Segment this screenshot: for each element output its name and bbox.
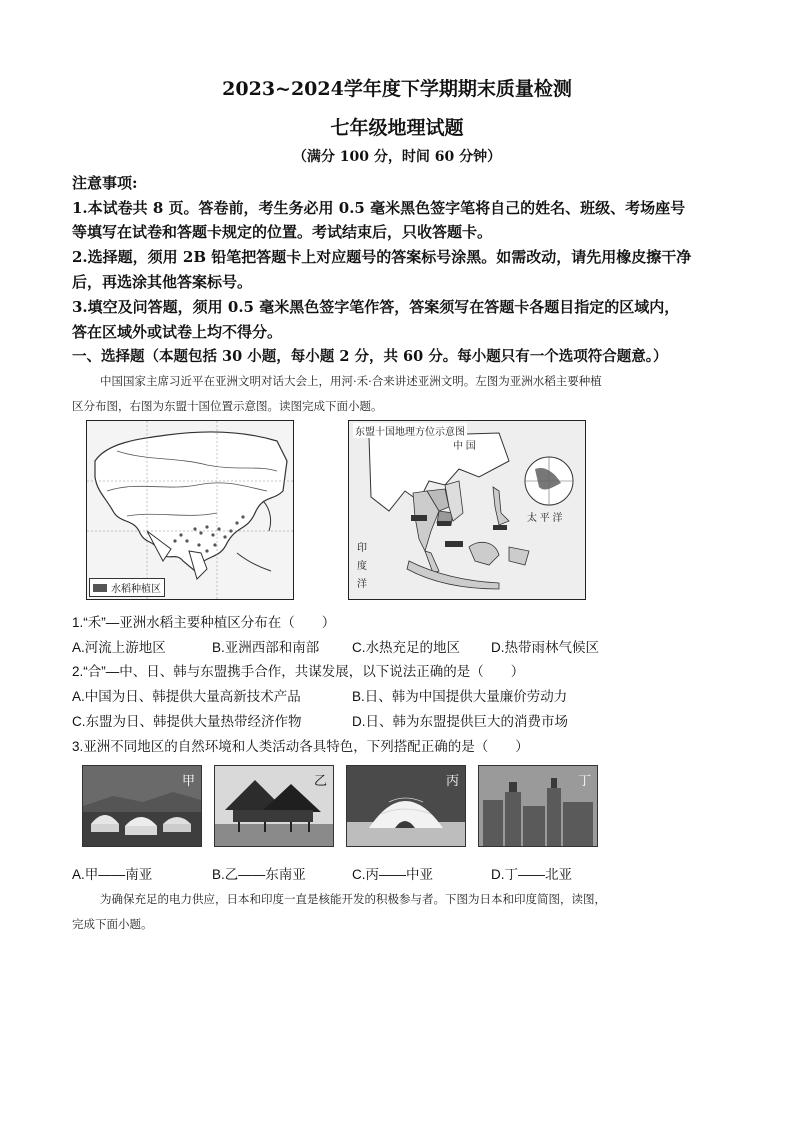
question-option[interactable]: D.丁——北亚 bbox=[491, 867, 572, 882]
label-indian-ocean: 度 bbox=[357, 561, 367, 572]
question-option[interactable]: B.日、韩为中国提供大量廉价劳动力 bbox=[352, 689, 568, 704]
photo-label: 乙 bbox=[313, 774, 327, 789]
exam-title: 2023~2024学年度下学期期末质量检测 bbox=[222, 78, 572, 100]
notice-line: 1.本试卷共 8 页。答卷前，考生务必用 0.5 毫米黑色签字笔将自己的姓名、班级、考场座号 bbox=[72, 199, 686, 217]
photo-ding bbox=[478, 765, 598, 847]
photo-label: 丁 bbox=[577, 774, 591, 789]
question-option[interactable]: B.亚洲西部和南部 bbox=[212, 640, 320, 655]
photo-yi bbox=[214, 765, 334, 847]
notice-line: 答在区域外或试卷上均不得分。 bbox=[72, 323, 283, 341]
photo-label: 丙 bbox=[445, 774, 459, 789]
question-option[interactable]: C.丙——中亚 bbox=[352, 867, 433, 882]
label-indian-ocean: 洋 bbox=[357, 579, 367, 590]
map-legend bbox=[89, 578, 165, 597]
question-option[interactable]: D.热带雨林气候区 bbox=[491, 640, 599, 655]
label-indian-ocean: 印 bbox=[357, 543, 367, 554]
exam-subtitle: 七年级地理试题 bbox=[330, 117, 464, 139]
notice-line: 3.填空及问答题，须用 0.5 毫米黑色签字笔作答，答案须写在答题卡各题目指定的区域内， bbox=[72, 298, 680, 316]
photo-label: 甲 bbox=[181, 774, 195, 789]
label-pacific: 太 平 洋 bbox=[527, 513, 563, 524]
intro-text: 区分布图，右图为东盟十国位置示意图。读图完成下面小题。 bbox=[72, 399, 383, 413]
passage-text: 为确保充足的电力供应，日本和印度一直是核能开发的积极参与者。下图为日本和印度简图，读图， bbox=[100, 892, 606, 906]
asia-rice-map bbox=[86, 420, 294, 600]
asean-map bbox=[348, 420, 586, 600]
map-title: 东盟十国地理方位示意图 bbox=[353, 423, 467, 438]
question-option[interactable]: B.乙——东南亚 bbox=[212, 867, 306, 882]
notice-heading: 注意事项: bbox=[72, 174, 138, 192]
question-stem: 2.“合”—中、日、韩与东盟携手合作，共谋发展，以下说法正确的是（ ） bbox=[72, 664, 525, 679]
legend-label: 水稻种植区 bbox=[111, 584, 161, 595]
question-option[interactable]: C.东盟为日、韩提供大量热带经济作物 bbox=[72, 714, 302, 729]
question-stem: 1.“禾”—亚洲水稻主要种植区分布在（ ） bbox=[72, 615, 336, 630]
score-time-note: （满分 100 分，时间 60 分钟） bbox=[292, 149, 502, 165]
question-option[interactable]: D.日、韩为东盟提供巨大的消费市场 bbox=[352, 714, 568, 729]
notice-line: 后，再选涂其他答案标号。 bbox=[72, 273, 253, 291]
photo-jia bbox=[82, 765, 202, 847]
notice-line: 等填写在试卷和答题卡规定的位置。考试结束后，只收答题卡。 bbox=[72, 223, 493, 241]
question-option[interactable]: C.水热充足的地区 bbox=[352, 640, 460, 655]
label-china: 中 国 bbox=[453, 441, 476, 452]
intro-text: 中国国家主席习近平在亚洲文明对话大会上，用河·禾·合来讲述亚洲文明。左图为亚洲水稻主要种植 bbox=[100, 374, 602, 388]
section-heading: 一、选择题（本题包括 30 小题，每小题 2 分，共 60 分。每小题只有一个选项符合题意。） bbox=[72, 348, 668, 365]
asia-rice-map-graphic bbox=[87, 421, 293, 599]
question-option[interactable]: A.中国为日、韩提供大量高新技术产品 bbox=[72, 689, 301, 704]
rice-area-swatch bbox=[93, 584, 107, 592]
photo-bing bbox=[346, 765, 466, 847]
passage-text: 完成下面小题。 bbox=[72, 917, 153, 931]
notice-line: 2.选择题，须用 2B 铅笔把答题卡上对应题号的答案标号涂黑。如需改动，请先用橡皮擦干净 bbox=[72, 248, 692, 266]
question-option[interactable]: A.甲——南亚 bbox=[72, 867, 153, 882]
question-stem: 3.亚洲不同地区的自然环境和人类活动各具特色，下列搭配正确的是（ ） bbox=[72, 739, 529, 754]
question-option[interactable]: A.河流上游地区 bbox=[72, 640, 166, 655]
